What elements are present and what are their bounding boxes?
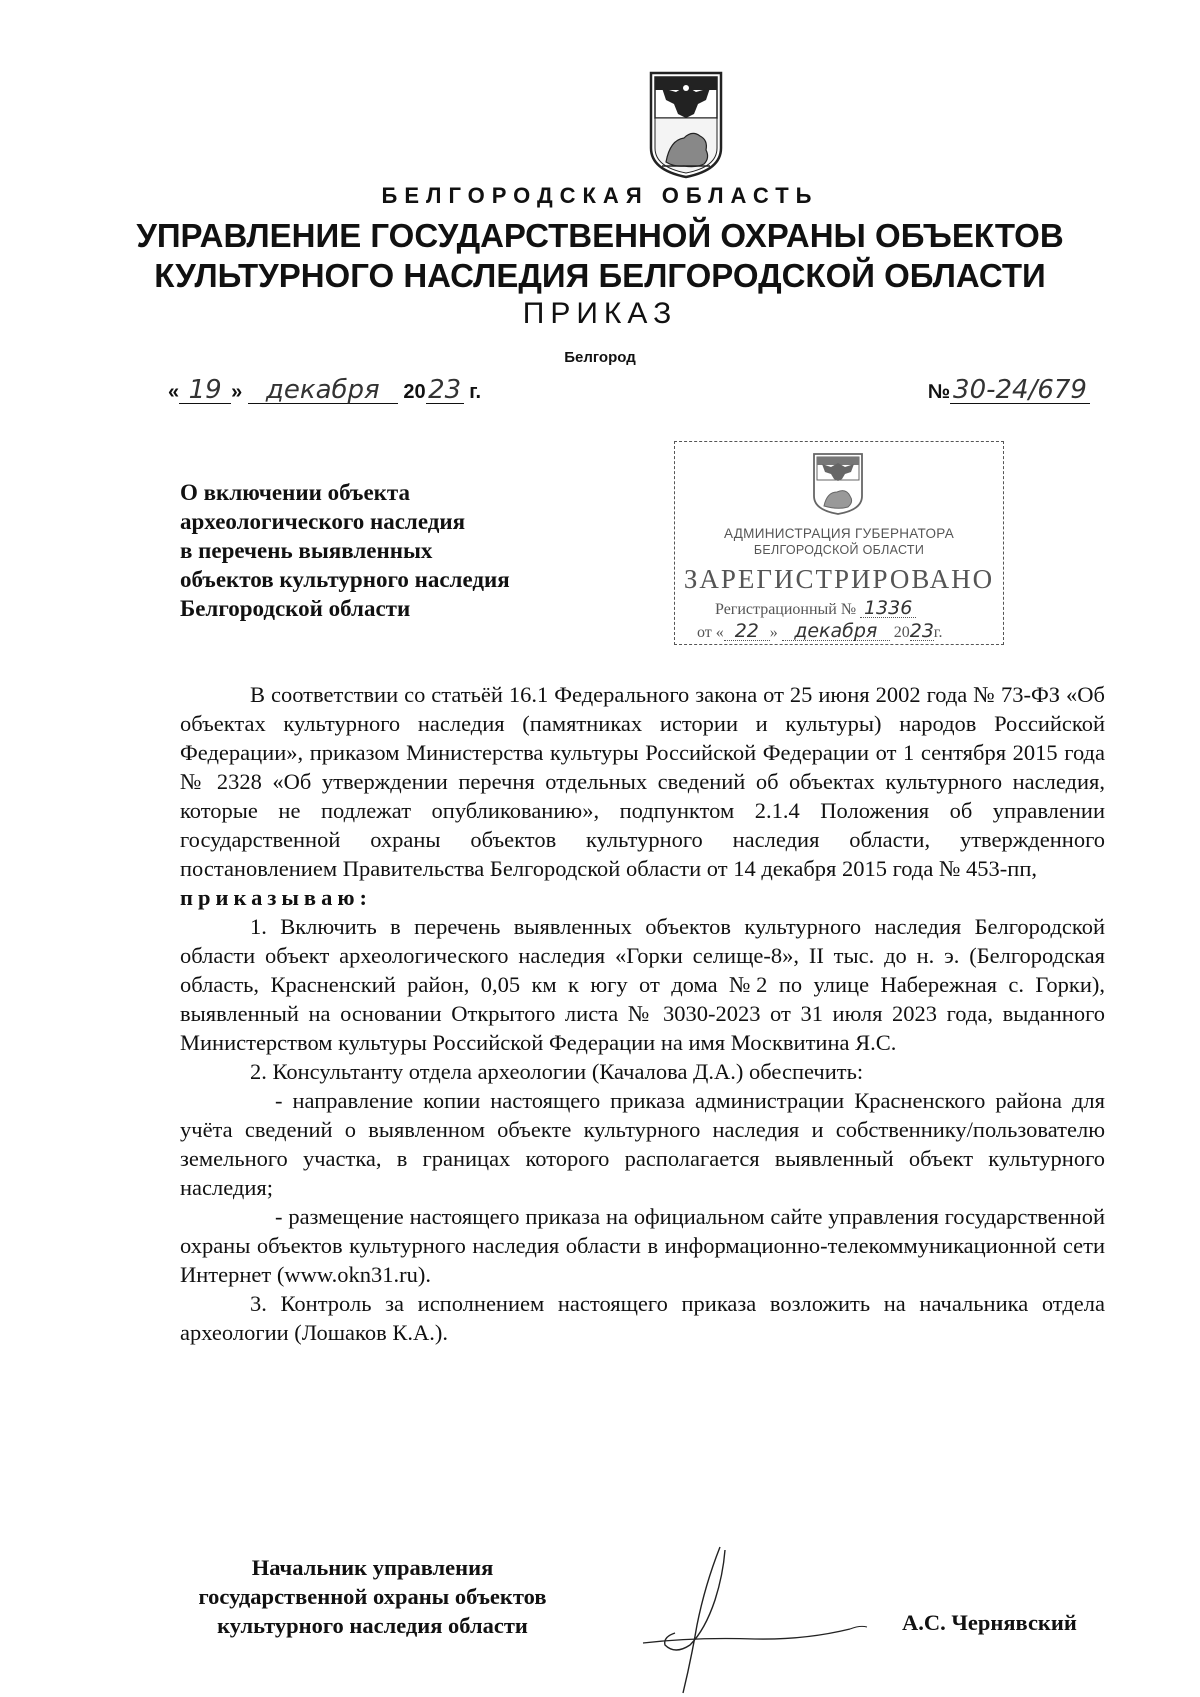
- item-2-paragraph: 2. Консультанту отдела археологии (Качалова Д.А.) обеспечить:: [250, 1059, 864, 1084]
- signatory-name: А.С. Чернявский: [902, 1610, 1077, 1635]
- document-type: ПРИКАЗ: [522, 297, 678, 330]
- stamp-reg-label: Регистрационный №: [715, 601, 857, 618]
- order-word-paragraph: [180, 883, 1105, 912]
- date-day: 19: [179, 377, 231, 404]
- date-open-quote: «: [168, 381, 180, 403]
- item-3-paragraph: 3. Контроль за исполнением настоящего приказа возложить на начальника отдела археологии (Лошаков К.А.).: [180, 1291, 1105, 1345]
- stamp-close-quote: »: [769, 624, 778, 641]
- agency-name: [0, 216, 1200, 296]
- region-name: БЕЛГОРОДСКАЯ ОБЛАСТЬ: [381, 183, 819, 208]
- stamp-registration-date: [697, 622, 943, 642]
- registration-stamp: [674, 441, 1004, 645]
- stamp-registration-number: [715, 599, 916, 619]
- agency-name-line1: УПРАВЛЕНИЕ ГОСУДАРСТВЕННОЙ ОХРАНЫ ОБЪЕКТОВ: [136, 217, 1064, 254]
- stamp-year-unit: г.: [933, 624, 943, 641]
- item-2a-paragraph: - направление копии настоящего приказа администрации Красненского района для учёта сведений о выявленном объекте культурного наследия и собственнику/пользователю земельного участка, в границах которого располагается выявленный объект культурного наследия;: [180, 1088, 1105, 1200]
- subject-line2: археологического наследия: [180, 509, 466, 534]
- item-2b-paragraph: - размещение настоящего приказа на официальном сайте управления государственной охраны объектов культурного наследия области в информационно-телекоммуникационной сети Интернет (www.okn31.ru).: [180, 1204, 1105, 1287]
- order-number-label: №: [927, 381, 950, 403]
- subject-line4: объектов культурного наследия: [180, 567, 510, 592]
- subject-line5: Белгородской области: [180, 596, 411, 621]
- stamp-day: 22: [724, 622, 770, 641]
- preamble-paragraph: В соответствии со статьёй 16.1 Федерального закона от 25 июня 2002 года № 73-ФЗ «Об объектах культурного наследия (памятниках истории и культуры) народов Российской Федерации», приказом Министерства культуры Российской Федерации от 1 сентября 2015 года № 2328 «Об утверждении перечня отдельных сведений об объектах культурного наследия, которые не подлежат опубликованию», подпунктом 2.1.4 Положения об управлении государственной охраны объектов культурного наследия области, утвержденного постановлением Правительства Белгородской области от 14 декабря 2015 года № 453-пп,: [180, 682, 1105, 881]
- city-name: Белгород: [564, 349, 636, 366]
- order-subject: [180, 478, 580, 623]
- signatory-position: [175, 1553, 570, 1640]
- order-number: [928, 377, 1090, 404]
- order-body: [180, 680, 1105, 1347]
- stamp-month: декабря: [782, 622, 890, 641]
- stamp-issuer-line1: АДМИНИСТРАЦИЯ ГУБЕРНАТОРА: [723, 526, 955, 541]
- stamp-status: ЗАРЕГИСТРИРОВАНО: [683, 564, 995, 594]
- order-word: приказываю:: [180, 885, 373, 910]
- signatory-position-line3: культурного наследия области: [217, 1613, 528, 1638]
- coat-of-arms-emblem: [648, 70, 724, 180]
- order-number-value: 30-24/679: [950, 377, 1090, 404]
- stamp-year-prefix: 20: [893, 624, 910, 641]
- stamp-year-suffix: 23: [909, 620, 934, 642]
- subject-line3: в перечень выявленных: [180, 538, 433, 563]
- signatory-position-line2: государственной охраны объектов: [198, 1584, 547, 1609]
- date-year-prefix: 20: [403, 381, 426, 403]
- agency-name-line2: КУЛЬТУРНОГО НАСЛЕДИЯ БЕЛГОРОДСКОЙ ОБЛАСТИ: [154, 257, 1046, 294]
- signatory-position-line1: Начальник управления: [251, 1555, 494, 1580]
- stamp-issuer-line2: БЕЛГОРОДСКОЙ ОБЛАСТИ: [753, 543, 925, 557]
- date-month: декабря: [248, 377, 398, 404]
- item-1-paragraph: 1. Включить в перечень выявленных объектов культурного наследия Белгородской области объект археологического наследия «Горки селище-8», II тыс. до н. э. (Белгородская область, Красненский район, 0,05 км к югу от дома №2 по улице Набережная с. Горки), выявленный на основании Открытого листа № 3030-2023 от 31 июля 2023 года, выданного Министерством культуры Российской Федерации на имя Москвитина Я.С.: [180, 914, 1105, 1055]
- stamp-from-label: от «: [697, 624, 724, 641]
- stamp-coat-of-arms-emblem: [812, 452, 864, 516]
- date-year-suffix: 23: [426, 377, 464, 404]
- order-date: [168, 377, 481, 404]
- subject-line1: О включении объекта: [180, 480, 410, 505]
- date-year-unit: г.: [469, 381, 482, 403]
- date-close-quote: »: [231, 381, 243, 403]
- handwritten-signature: [635, 1545, 885, 1695]
- stamp-reg-number: 1336: [860, 599, 916, 618]
